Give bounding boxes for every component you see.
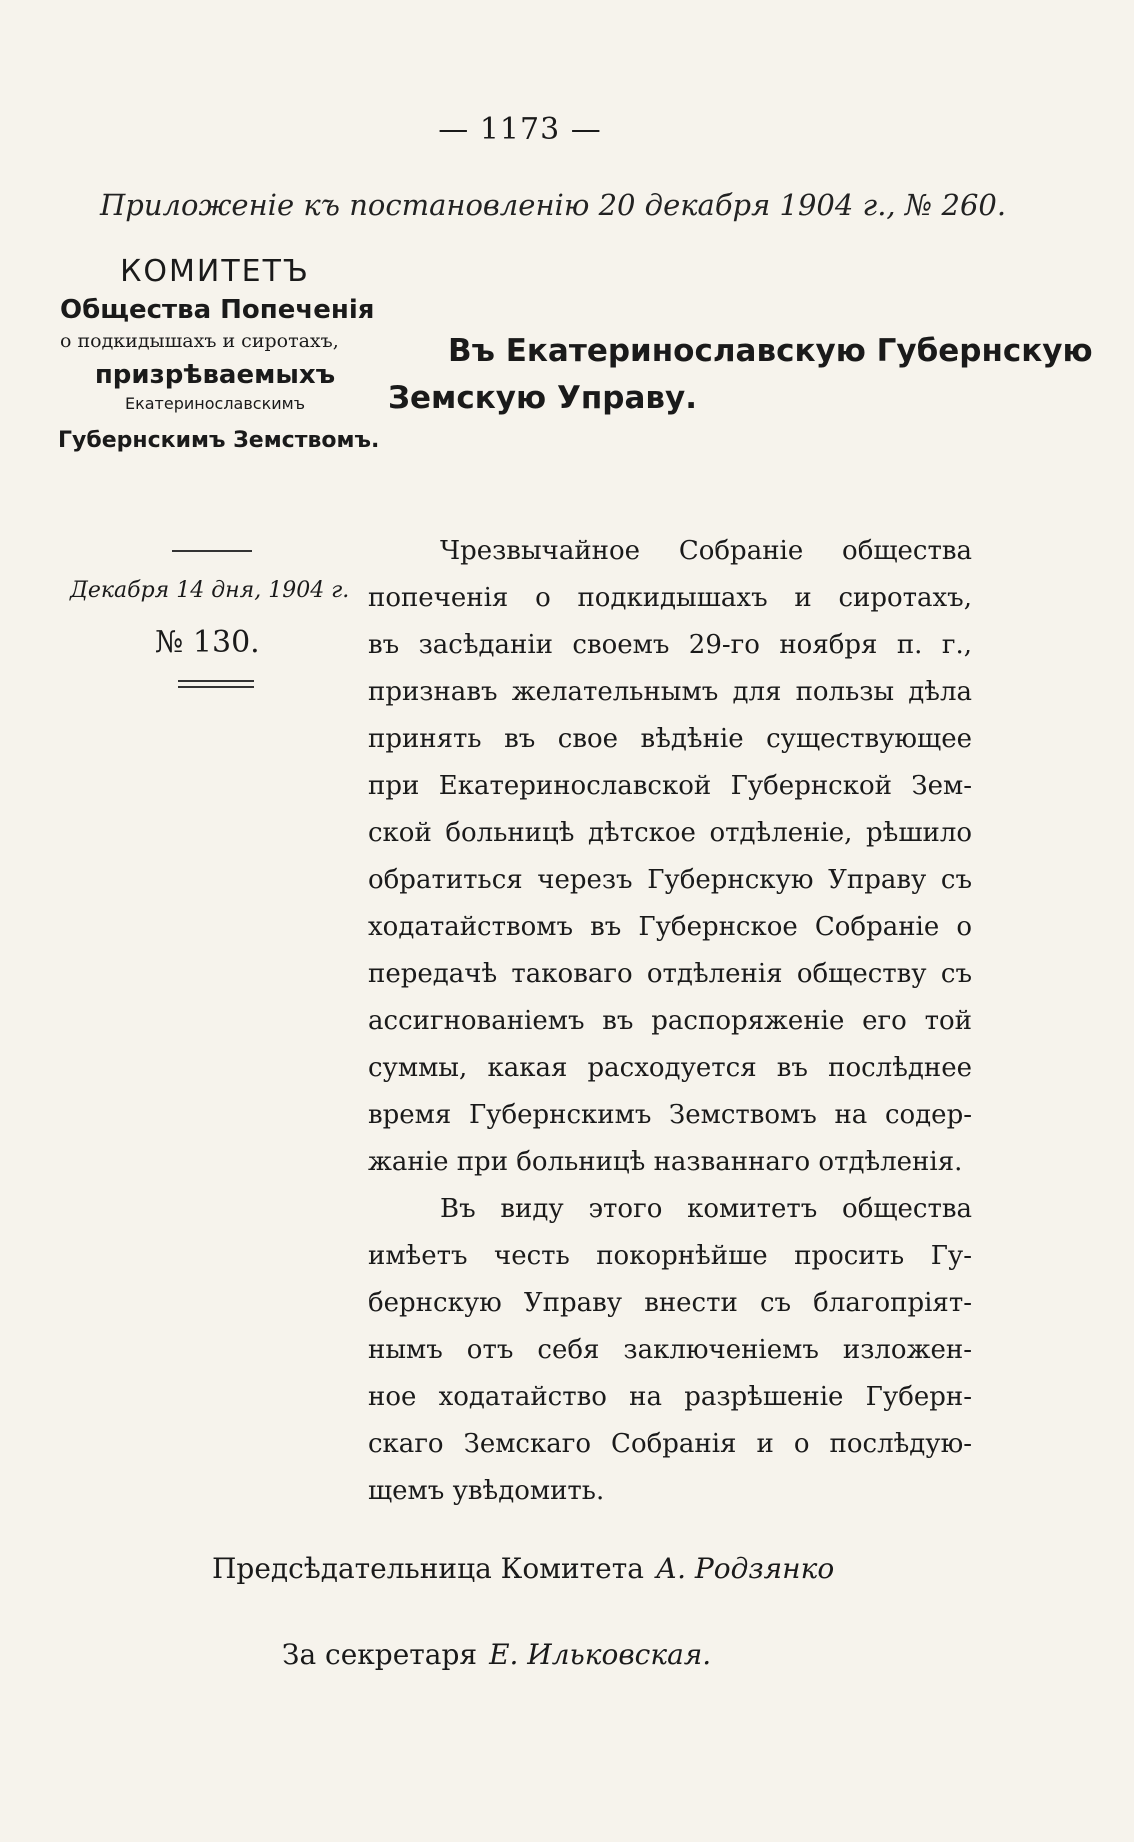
body-line: обратиться черезъ Губернскую Управу съ bbox=[368, 865, 972, 895]
body-line: имѣетъ честь покорнѣйше просить Гу- bbox=[368, 1241, 972, 1271]
secretary-title: За секретаря bbox=[282, 1638, 478, 1671]
body-line: ное ходатайство на разрѣшенiе Губерн- bbox=[368, 1382, 972, 1412]
document-number: № 130. bbox=[155, 625, 260, 660]
letter-body bbox=[368, 528, 972, 1515]
addressee-line-1: Въ Екатеринославскую Губернскую bbox=[448, 333, 1093, 369]
page-number: — 1173 — bbox=[438, 112, 602, 147]
body-line: время Губернскимъ Земствомъ на содер- bbox=[368, 1100, 972, 1130]
body-line: ходатайствомъ въ Губернское Собранiе о bbox=[368, 912, 972, 942]
addressee-line-2: Земскую Управу. bbox=[388, 379, 697, 416]
addressee bbox=[388, 328, 1093, 421]
date-line: Декабря 14 дня, 1904 г. bbox=[70, 578, 350, 603]
chair-title: Предсѣдательница Комитета bbox=[212, 1552, 644, 1585]
letterhead-subtitle: о подкидышахъ и сиротахъ, bbox=[60, 330, 339, 353]
body-line: попеченiя о подкидышахъ и сиротахъ, bbox=[368, 583, 972, 613]
body-line: передачѣ таковаго отдѣленiя обществу съ bbox=[368, 959, 972, 989]
body-line: скаго Земскаго Собранiя и о послѣдую- bbox=[368, 1429, 972, 1459]
body-line: ской больницѣ дѣтское отдѣленiе, рѣшило bbox=[368, 818, 972, 848]
body-line: Чрезвычайное Собранiе общества bbox=[440, 536, 972, 566]
divider bbox=[172, 550, 252, 552]
letterhead-society: Общества Попеченiя bbox=[60, 294, 375, 325]
body-line: въ засѣданiи своемъ 29-го ноября п. г., bbox=[368, 630, 972, 660]
body-line: Въ виду этого комитетъ общества bbox=[440, 1194, 972, 1224]
body-line: бернскую Управу внести съ благопрiят- bbox=[368, 1288, 972, 1318]
chair-name: А. Родзянко bbox=[655, 1552, 835, 1585]
letterhead-committee: КОМИТЕТЪ bbox=[120, 254, 310, 289]
letterhead-region: Екатеринославскимъ bbox=[124, 394, 306, 414]
body-line: при Екатеринославской Губернской Зем- bbox=[368, 771, 972, 801]
appendix-line: Приложенiе къ постановленiю 20 декабря 1904 г., № 260. bbox=[100, 188, 1007, 222]
body-line: нымъ отъ себя заключенiемъ изложен- bbox=[368, 1335, 972, 1365]
letterhead-cared: призрѣваемыхъ bbox=[94, 360, 336, 391]
double-rule-bottom bbox=[178, 686, 254, 688]
body-line: щемъ увѣдомить. bbox=[368, 1476, 605, 1506]
letterhead bbox=[58, 254, 380, 453]
secretary-name: Е. Ильковская. bbox=[489, 1638, 712, 1671]
body-line: признавъ желательнымъ для пользы дѣла bbox=[368, 677, 972, 707]
double-rule-top bbox=[178, 680, 254, 682]
body-line: суммы, какая расходуется въ послѣднее bbox=[368, 1053, 972, 1083]
body-line: жанiе при больницѣ названнаго отдѣленiя. bbox=[368, 1147, 963, 1177]
letterhead-zemstvo: Губернскимъ Земствомъ. bbox=[58, 427, 380, 453]
body-line: ассигнованiемъ въ распоряженiе его той bbox=[368, 1006, 972, 1036]
body-line: принять въ свое вѣдѣнiе существующее bbox=[368, 724, 972, 754]
chair-signature bbox=[212, 1552, 834, 1585]
secretary-signature bbox=[282, 1638, 711, 1671]
